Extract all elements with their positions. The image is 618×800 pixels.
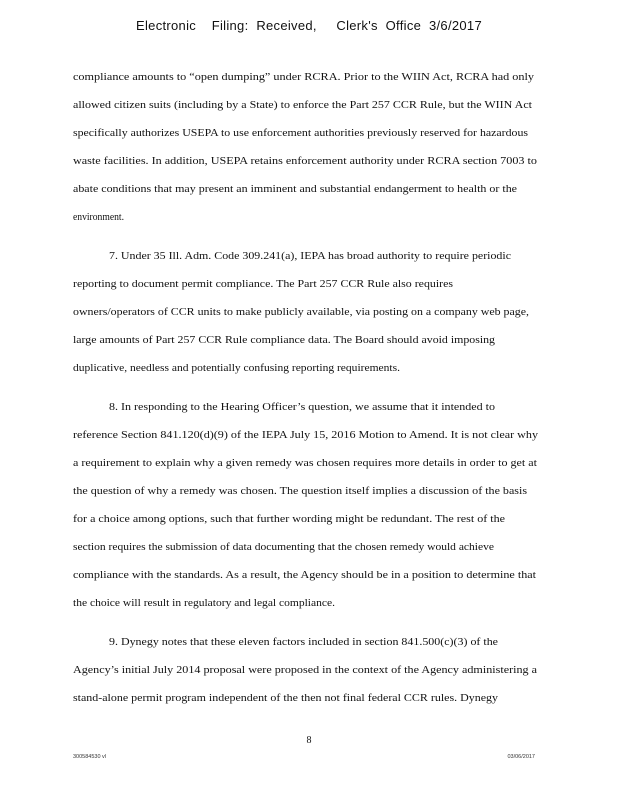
body-line: reference Section 841.120(d)(9) of the IEPA July 15, 2016 Motion to Amend. It is not clear why [73,430,538,441]
date-footer: 03/06/2017 [507,754,535,760]
body-line: allowed citizen suits (including by a State) to enforce the Part 257 CCR Rule, but the WIIN Act [73,100,532,111]
body-line: large amounts of Part 257 CCR Rule compliance data. The Board should avoid imposing [73,335,495,346]
filing-stamp-header: Electronic Filing: Received, Clerk's Office 3/6/2017 [136,18,482,33]
body-line: section requires the submission of data documenting that the chosen remedy would achieve [73,542,495,553]
body-line: a requirement to explain why a given remedy was chosen requires more details in order to get at [73,458,537,469]
body-line: reporting to document permit compliance. The Part 257 CCR Rule also requires [73,279,453,290]
body-line: specifically authorizes USEPA to use enforcement authorities previously reserved for hazardous [73,128,528,139]
body-line: duplicative, needless and potentially confusing reporting requirements. [73,363,400,374]
document-id-footer: 300584530 vl [73,754,107,760]
body-line: environment. [73,212,124,223]
page-number: 8 [306,735,312,746]
body-line: 9. Dynegy notes that these eleven factors included in section 841.500(c)(3) of the [109,637,498,648]
body-line: the question of why a remedy was chosen. The question itself implies a discussion of the basis [73,486,527,497]
body-line: abate conditions that may present an imminent and substantial endangerment to health or the [73,184,517,195]
body-line: compliance amounts to “open dumping” under RCRA. Prior to the WIIN Act, RCRA had only [73,72,534,83]
body-line: compliance with the standards. As a result, the Agency should be in a position to determine that [73,570,536,581]
body-line: 7. Under 35 Ill. Adm. Code 309.241(a), IEPA has broad authority to require periodic [109,251,512,262]
body-line: 8. In responding to the Hearing Officer’s question, we assume that it intended to [109,402,496,413]
body-line: Agency’s initial July 2014 proposal were proposed in the context of the Agency administering a [73,665,537,676]
body-line: waste facilities. In addition, USEPA retains enforcement authority under RCRA section 7003 to [73,156,537,167]
body-line: stand-alone permit program independent of the then not final federal CCR rules. Dynegy [73,693,498,704]
body-line: the choice will result in regulatory and legal compliance. [73,598,335,609]
body-line: owners/operators of CCR units to make publicly available, via posting on a company web page, [73,307,529,318]
body-line: for a choice among options, such that further wording might be redundant. The rest of the [73,514,505,525]
